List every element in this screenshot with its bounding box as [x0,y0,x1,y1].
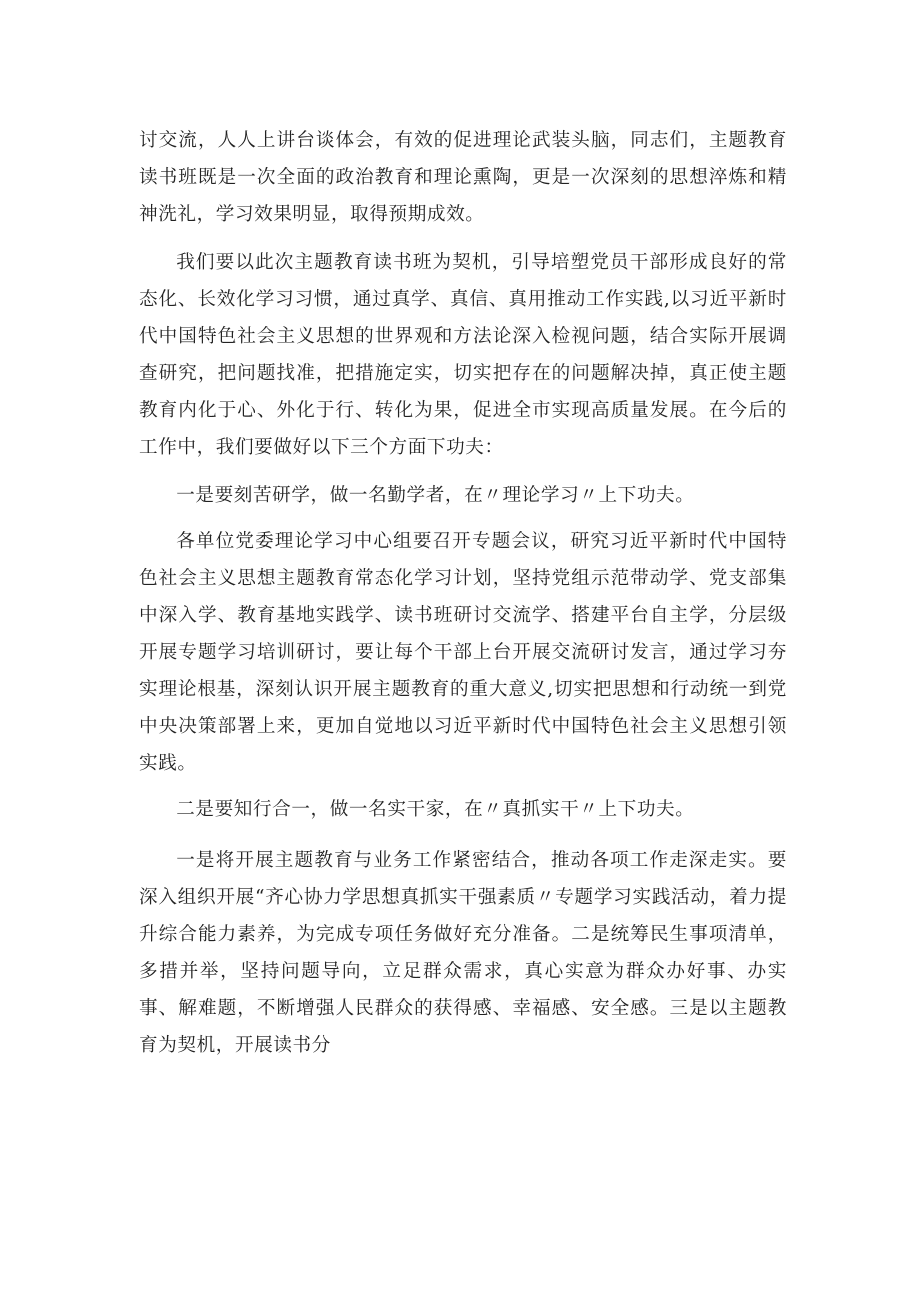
paragraph-continuation: 讨交流，人人上讲台谈体会，有效的促进理论武装头脑，同志们，主题教育读书班既是一次全面的政治教育和理论熏陶，更是一次深刻的思想淬炼和精神洗礼，学习效果明显，取得预期成效。 [139,130,787,225]
paragraph-theory-study: 各单位党委理论学习中心组要召开专题会议，研究习近平新时代中国特色社会主义思想主题教育常态化学习计划，坚持党组示范带动学、党支部集中深入学、教育基地实践学、读书班研讨交流学、搭建平台自主学，分层级开展专题学习培训研讨，要让每个干部上台开展交流研讨发言，通过学习夯实理论根基，深刻认识开展主题教育的重大意义,切实把思想和行动统一到党中央决策部署上来，更加自觉地以习近平新时代中国特色社会主义思想引领实践。 [139,531,787,774]
paragraph-opportunity: 我们要以此次主题教育读书班为契机，引导培塑党员干部形成良好的常态化、长效化学习习惯，通过真学、真信、真用推动工作实践,以习近平新时代中国特色社会主义思想的世界观和方法论深入检视问题，结合实际开展调查研究，把问题找准，把措施定实，切实把存在的问题解决掉，真正使主题教育内化于心、外化于行、转化为果，促进全市实现高质量发展。在今后的工作中，我们要做好以下三个方面下功夫： [139,252,787,458]
document-body [139,122,787,1064]
section-heading-practical-work: 二是要知行合一，做一名实干家，在〃真抓实干〃上下功夫。 [176,799,695,820]
section-heading-theory-study: 一是要刻苦研学，做一名勤学者，在〃理论学习〃上下功夫。 [176,485,695,506]
paragraph-practical-work: 一是将开展主题教育与业务工作紧密结合，推动各项工作走深走实。要深入组织开展“齐心协力学思想真抓实干强素质〃专题学习实践活动，着力提升综合能力素养，为完成专项任务做好充分准备。二是统筹民生事项清单，多措并举，坚持问题导向，立足群众需求，真心实意为群众办好事、办实事、解难题，不断增强人民群众的获得感、幸福感、安全感。三是以主题教育为契机，开展读书分 [139,850,787,1056]
